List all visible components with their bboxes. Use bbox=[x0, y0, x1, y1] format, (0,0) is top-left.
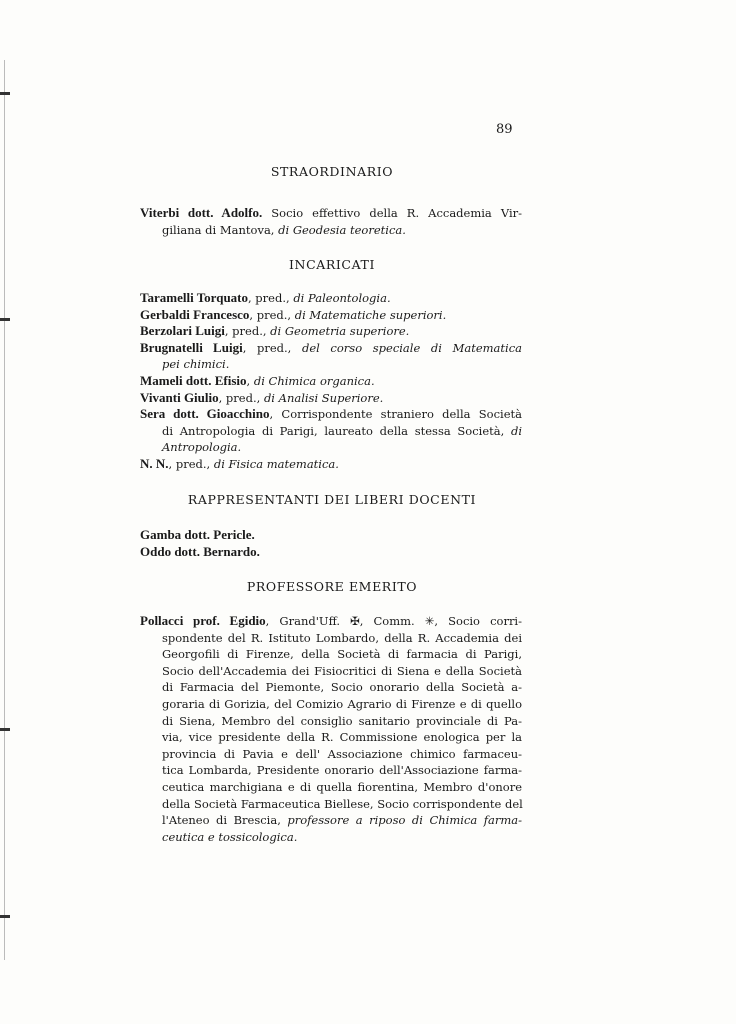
person-name: Oddo dott. Bernardo. bbox=[140, 543, 260, 559]
binding-mark bbox=[0, 728, 10, 731]
text-line bbox=[140, 323, 522, 339]
body-text: , pred., bbox=[218, 390, 264, 405]
subject-text: pei chimici. bbox=[162, 357, 230, 372]
text-line bbox=[162, 423, 522, 439]
person-name: Gamba dott. Pericle. bbox=[140, 527, 255, 542]
text-line bbox=[162, 630, 522, 646]
text-line bbox=[140, 613, 522, 629]
body-text: provincia di Pavia e dell' Associazione chimico farmaceu- bbox=[162, 746, 522, 761]
subject-text: del corso speciale di Matematica bbox=[301, 340, 522, 355]
text-line bbox=[162, 762, 522, 778]
body-text: ceutica marchigiana e di quella fiorentina, Membro d'onore bbox=[162, 780, 522, 794]
body-text: , pred., bbox=[224, 324, 271, 339]
text-line bbox=[162, 812, 522, 828]
text-line bbox=[162, 646, 522, 662]
text-line bbox=[162, 746, 522, 762]
binding-mark bbox=[0, 318, 10, 321]
body-text: spondente del R. Istituto Lombardo, della R. Accademia dei bbox=[162, 630, 522, 645]
body-text: , Grand'Uff. ✠, Comm. ✳, Socio corri- bbox=[265, 614, 522, 628]
text-line bbox=[140, 390, 522, 406]
section-heading: STRAORDINARIO bbox=[270, 164, 394, 179]
text-line bbox=[162, 663, 522, 679]
text-line bbox=[162, 829, 522, 845]
person-name: Brugnatelli Luigi bbox=[140, 339, 243, 355]
text-line bbox=[162, 439, 522, 455]
text-line bbox=[162, 779, 522, 795]
subject-text: ceutica e tossicologica. bbox=[162, 829, 298, 844]
subject-text: di Chimica organica. bbox=[253, 374, 375, 388]
subject-text: Antropologia. bbox=[162, 440, 242, 455]
subject-text: di bbox=[510, 423, 522, 438]
person-name: Viterbi dott. Adolfo. bbox=[140, 205, 263, 220]
body-text: tica Lombarda, Presidente onorario dell'Associazione farma- bbox=[162, 763, 522, 778]
body-text: , Corrispondente straniero della Società bbox=[269, 407, 522, 422]
body-text: , bbox=[246, 374, 254, 388]
text-line bbox=[140, 205, 522, 221]
binding-mark bbox=[0, 915, 10, 918]
person-name: Gerbaldi Francesco bbox=[140, 306, 250, 322]
body-text: Georgofili di Firenze, della Società di farmacia di Parigi, bbox=[162, 647, 522, 662]
body-text: di Siena, Membro del consiglio sanitario provinciale di Pa- bbox=[162, 713, 522, 728]
subject-text: di Paleontologia. bbox=[293, 291, 391, 305]
body-text: goraria di Gorizia, del Comizio Agrario di Firenze e di quello bbox=[162, 697, 522, 711]
section-heading: INCARICATI bbox=[289, 257, 375, 272]
text-line bbox=[162, 796, 522, 812]
body-text: via, vice presidente della R. Commissione enologica per la bbox=[162, 730, 522, 745]
person-name: Vivanti Giulio bbox=[140, 389, 219, 405]
subject-text: di Matematiche superiori. bbox=[294, 307, 447, 322]
text-line bbox=[162, 222, 522, 238]
page-number: 89 bbox=[496, 122, 513, 137]
person-name: Berzolari Luigi bbox=[140, 323, 225, 339]
body-text: di Farmacia del Piemonte, Socio onorario della Società a- bbox=[162, 680, 522, 695]
text-line bbox=[140, 340, 522, 356]
text-line bbox=[140, 544, 522, 560]
body-text: Socio effettivo della R. Accademia Vir- bbox=[262, 206, 522, 220]
person-name: Taramelli Torquato bbox=[140, 290, 248, 305]
subject-text: professore a riposo di Chimica farma- bbox=[287, 813, 523, 828]
person-name: Pollacci prof. Egidio bbox=[140, 613, 266, 628]
section-heading: RAPPRESENTANTI DEI LIBERI DOCENTI bbox=[187, 492, 477, 507]
text-line bbox=[140, 527, 522, 543]
body-text: della Società Farmaceutica Biellese, Socio corrispondente del bbox=[162, 796, 523, 811]
body-text: l'Ateneo di Brescia, bbox=[162, 813, 288, 828]
person-name: Mameli dott. Efisio bbox=[140, 373, 247, 388]
body-text: di Antropologia di Parigi, laureato della stessa Società, bbox=[162, 423, 511, 438]
page-edge bbox=[4, 60, 5, 960]
body-text: , pred., bbox=[168, 457, 214, 471]
subject-text: di Analisi Superiore. bbox=[263, 390, 384, 405]
text-line bbox=[140, 290, 522, 306]
text-line bbox=[140, 373, 522, 389]
person-name: Sera dott. Gioacchino bbox=[140, 406, 270, 422]
subject-text: di Geometria superiore. bbox=[270, 324, 410, 339]
body-text: , pred., bbox=[249, 307, 295, 322]
text-line bbox=[140, 307, 522, 323]
text-line bbox=[162, 713, 522, 729]
text-line bbox=[140, 406, 522, 422]
subject-text: di Geodesia teoretica. bbox=[278, 222, 406, 237]
body-text: giliana di Mantova, bbox=[162, 222, 279, 237]
text-line bbox=[162, 729, 522, 745]
text-line bbox=[140, 456, 522, 472]
body-text: Socio dell'Accademia dei Fisiocritici di Siena e della Società bbox=[162, 663, 522, 678]
person-name: N. N. bbox=[140, 456, 169, 471]
body-text: , pred., bbox=[248, 291, 294, 305]
body-text: , pred., bbox=[242, 340, 302, 355]
text-line bbox=[162, 696, 522, 712]
text-line bbox=[162, 679, 522, 695]
section-heading: PROFESSORE EMERITO bbox=[246, 579, 418, 594]
text-line bbox=[162, 356, 522, 372]
binding-mark bbox=[0, 92, 10, 95]
subject-text: di Fisica matematica. bbox=[213, 457, 339, 471]
